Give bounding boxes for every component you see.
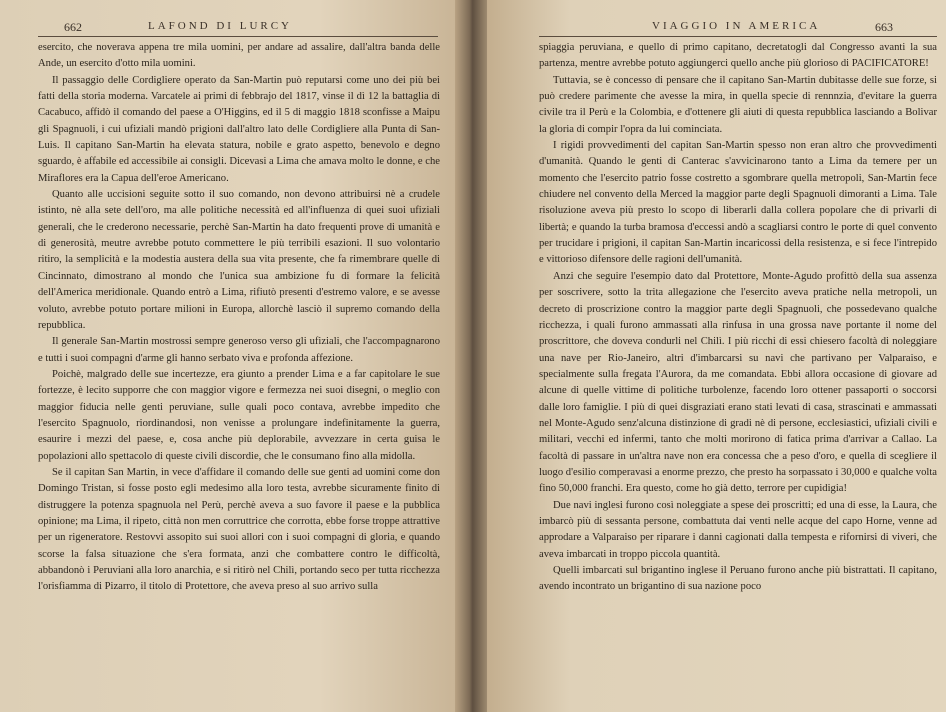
paragraph: Il passaggio delle Cordigliere operato da San-Martin può reputarsi come uno dei più bei fatti della storia moderna. Varcatele ai primi di febbrajo del 1817, vinse il dì 12 la battaglia di Cacabuco, affidò il comando del paese a O'Higgins, ed il 5 di maggio 1818 sconfisse a Maipu gli Spagnuoli, i cui ufiziali mandò prigioni dall'altro lato delle Cordigliere alla Punta di San-Luis. Il capitano San-Martin ha elevata statura, nobile e grato aspetto, benevolo e degno sguardo, è affabile ed accessibile ai consigli. Dicevasi a Lima che amava molto le donne, e che Miraflores era la Capua dell'eroe Americano. <box>38 74 440 184</box>
left-page <box>0 0 455 712</box>
paragraph: Due navi inglesi furono così noleggiate a spese dei proscritti; ed una di esse, la Laura, che imbarcò più di sessanta persone, combattuta dai venti nelle acque del capo Horne, venne ad approdare a Valparaiso per riparare i danni cagionati dalla tempesta e rifornirsi di viveri, che aveva imbarcati in troppo piccola quantità. <box>539 499 937 560</box>
paragraph: esercito, che noverava appena tre mila uomini, per andare ad assalire, dall'altra banda delle Ande, un esercito d'otto mila uomini. <box>38 42 440 70</box>
right-running-title: VIAGGIO IN AMERICA <box>652 20 821 32</box>
left-running-title: LAFOND DI LURCY <box>148 20 292 32</box>
right-page-number: 663 <box>875 20 893 34</box>
left-page-number: 662 <box>64 20 82 34</box>
left-page-header <box>38 20 438 36</box>
paragraph: Poichè, malgrado delle sue incertezze, era giunto a prender Lima e a far capitolare le sue fortezze, è lecito supporre che con maggior vigore e fermezza nei suoi disegni, o meglio con maggior fiducia nelle genti peruviane, sulle quali poco contava, avrebbe impedito che l'esercito Spagnuolo, riordinandosi, non venisse a prolungare indefinitamente la guerra, esaurire i mezzi del paese, e, cosa anche più deplorabile, avvezzare in certa guisa le popolazioni allo spettacolo di queste civili discordie, che le consumano fino alla midolla. <box>38 368 440 462</box>
left-page-text <box>38 40 440 596</box>
right-page-header <box>527 20 927 36</box>
left-header-rule <box>38 36 438 37</box>
paragraph: Quelli imbarcati sul brigantino inglese il Peruano furono anche più bistrattati. Il capitano, avendo incontrato un brigantino di sua nazione poco <box>539 565 937 593</box>
paragraph: Se il capitan San Martin, in vece d'affidare il comando delle sue genti ad uomini come don Domingo Tristan, si fosse posto egli medesimo alla loro testa, avrebbe sicuramente finito di distruggere la potenza spagnuola nel Perù, perchè aveva a suo favore il paese e la pubblica opinione; ma Lima, il ripeto, città non men corruttrice che corrotta, ebbe forse troppe attrattive per un rigeneratore. Restovvi assopito sui suoi allori con i suoi compagni di gloria, e quando scorse la falsa situazione che s'era formata, anzi che combattere contro le difficoltà, abbandonò i Peruviani alla loro anarchia, e si ritirò nel Chilì, portando seco per tutta ricchezza l'orisfiamma di Pizarro, il titolo di Protettore, che aveva preso al suo arrivo sulla <box>38 466 440 593</box>
paragraph: Quanto alle uccisioni seguite sotto il suo comando, non devono attribuirsi nè a crudele istinto, nè alla sete dell'oro, ma alle politiche necessità ed all'influenza di quei suoi ufiziali generali, che le crederono necessarie, perchè San-Martin ha dato frequenti prove di umanità e di generosità, meutre avrebbe potuto commettere le più terribili esazioni. Il suo volontario ritiro, la semplicità e la modestia austera della sua vita presente, che fa rimembrare quelle di Cincinnato, dimostrano al mondo che l'unica sua ambizione fu di formare la felicità dell'America meridionale. Quando entrò a Lima, rifiutò presenti d'estremo valore, e se avesse voluto, avrebbe potuto portare milioni in Europa, allorchè lasciò il supremo comando della repubblica. <box>38 189 440 331</box>
paragraph: spiaggia peruviana, e quello di primo capitano, decretatogli dal Congresso avanti la sua partenza, mentre avrebbe potuto aggiungerci quello anche più glorioso di PACIFICATORE! <box>539 42 937 70</box>
right-page-text <box>539 40 937 596</box>
paragraph: Tuttavia, se è concesso di pensare che il capitano San-Martin dubitasse delle sue forze, si può credere parimente che avesse la mira, in quella specie di rennnzia, d'evitare la guerra civile tra il Perù e la Colombia, e d'ottenere gli aiuti di questa repubblica lasciando a Bolivar la gloria di compir l'opra da lui cominciata. <box>539 74 937 135</box>
paragraph: I rigidi provvedimenti del capitan San-Martin spesso non eran altro che provvedimenti d'umanità. Quando le genti di Canterac s'avvicinarono tanto a Lima da temere per un momento che l'esercito patrio fosse costretto a sgombrare quella metropoli, San-Martin fece chiudere nel convento della Merced la maggior parte degli Spagnuoli dimoranti a Lima. Tale risoluzione aveva più presto lo scopo di liberarli dalla collera popolare che di privarli di libertà; e quando la turba bramosa d'eccessi andò a scagliarsi contro le porte di quel convento per trucidare i prigioni, il capitan San-Martin incaricossi della resistenza, e si fece l'intrepido e vittorioso difensore delle ragioni dell'umanità. <box>539 140 937 266</box>
book-gutter <box>455 0 487 712</box>
paragraph: Il generale San-Martin mostrossi sempre generoso verso gli ufiziali, che l'accompagnarono e tutti i suoi compagni d'arme gli hanno serbato viva e profonda affezione. <box>38 336 440 364</box>
paragraph: Anzi che seguire l'esempio dato dal Protettore, Monte-Agudo profittò della sua assenza per soscrivere, sotto la trita allegazione che l'esercito aveva pratiche nella metropoli, un decreto di proscrizione contro la maggior parte degli Spagnuoli, che possedevano qualche ricchezza, i quali furono ammassati alla rinfusa in una grossa nave portante il nome del proscrittore, che doveva condurli nel Chilì. I più ricchi di essi chiesero facoltà di noleggiare una nave per Rio-Janeiro, altri d'imbarcarsi su navi che partivano per Valparaiso, e specialmente sulla fregata l'Aurora, da me comandata. Ebbi allora occasione di giovare ad alcune di quelle vittime di politiche turbolenze, facendo loro ottener passaporti o soccorsi dalle loro famiglie. I più di quei disgraziati erano stati levati di casa, strascinati e ammassati nel Monte-Agudo senz'alcuna distinzione di gradi nè di persone, ecclesiastici, ufiziali civili e militari, vecchi ed infermi, tanto che molti morirono di fatica prima d'arrivar a Callao. La facoltà di passare in un'altra nave non era concessa che a peso d'oro, e quella di scegliere il luogo d'esilio comperavasi a enorme prezzo, che presto ha sorpassato i 30,000 e qualche volta fino 50,000 franchi. Era questo, come ho già detto, terrore per cupidigia! <box>539 270 937 495</box>
right-header-rule <box>539 36 937 37</box>
right-page <box>487 0 946 712</box>
